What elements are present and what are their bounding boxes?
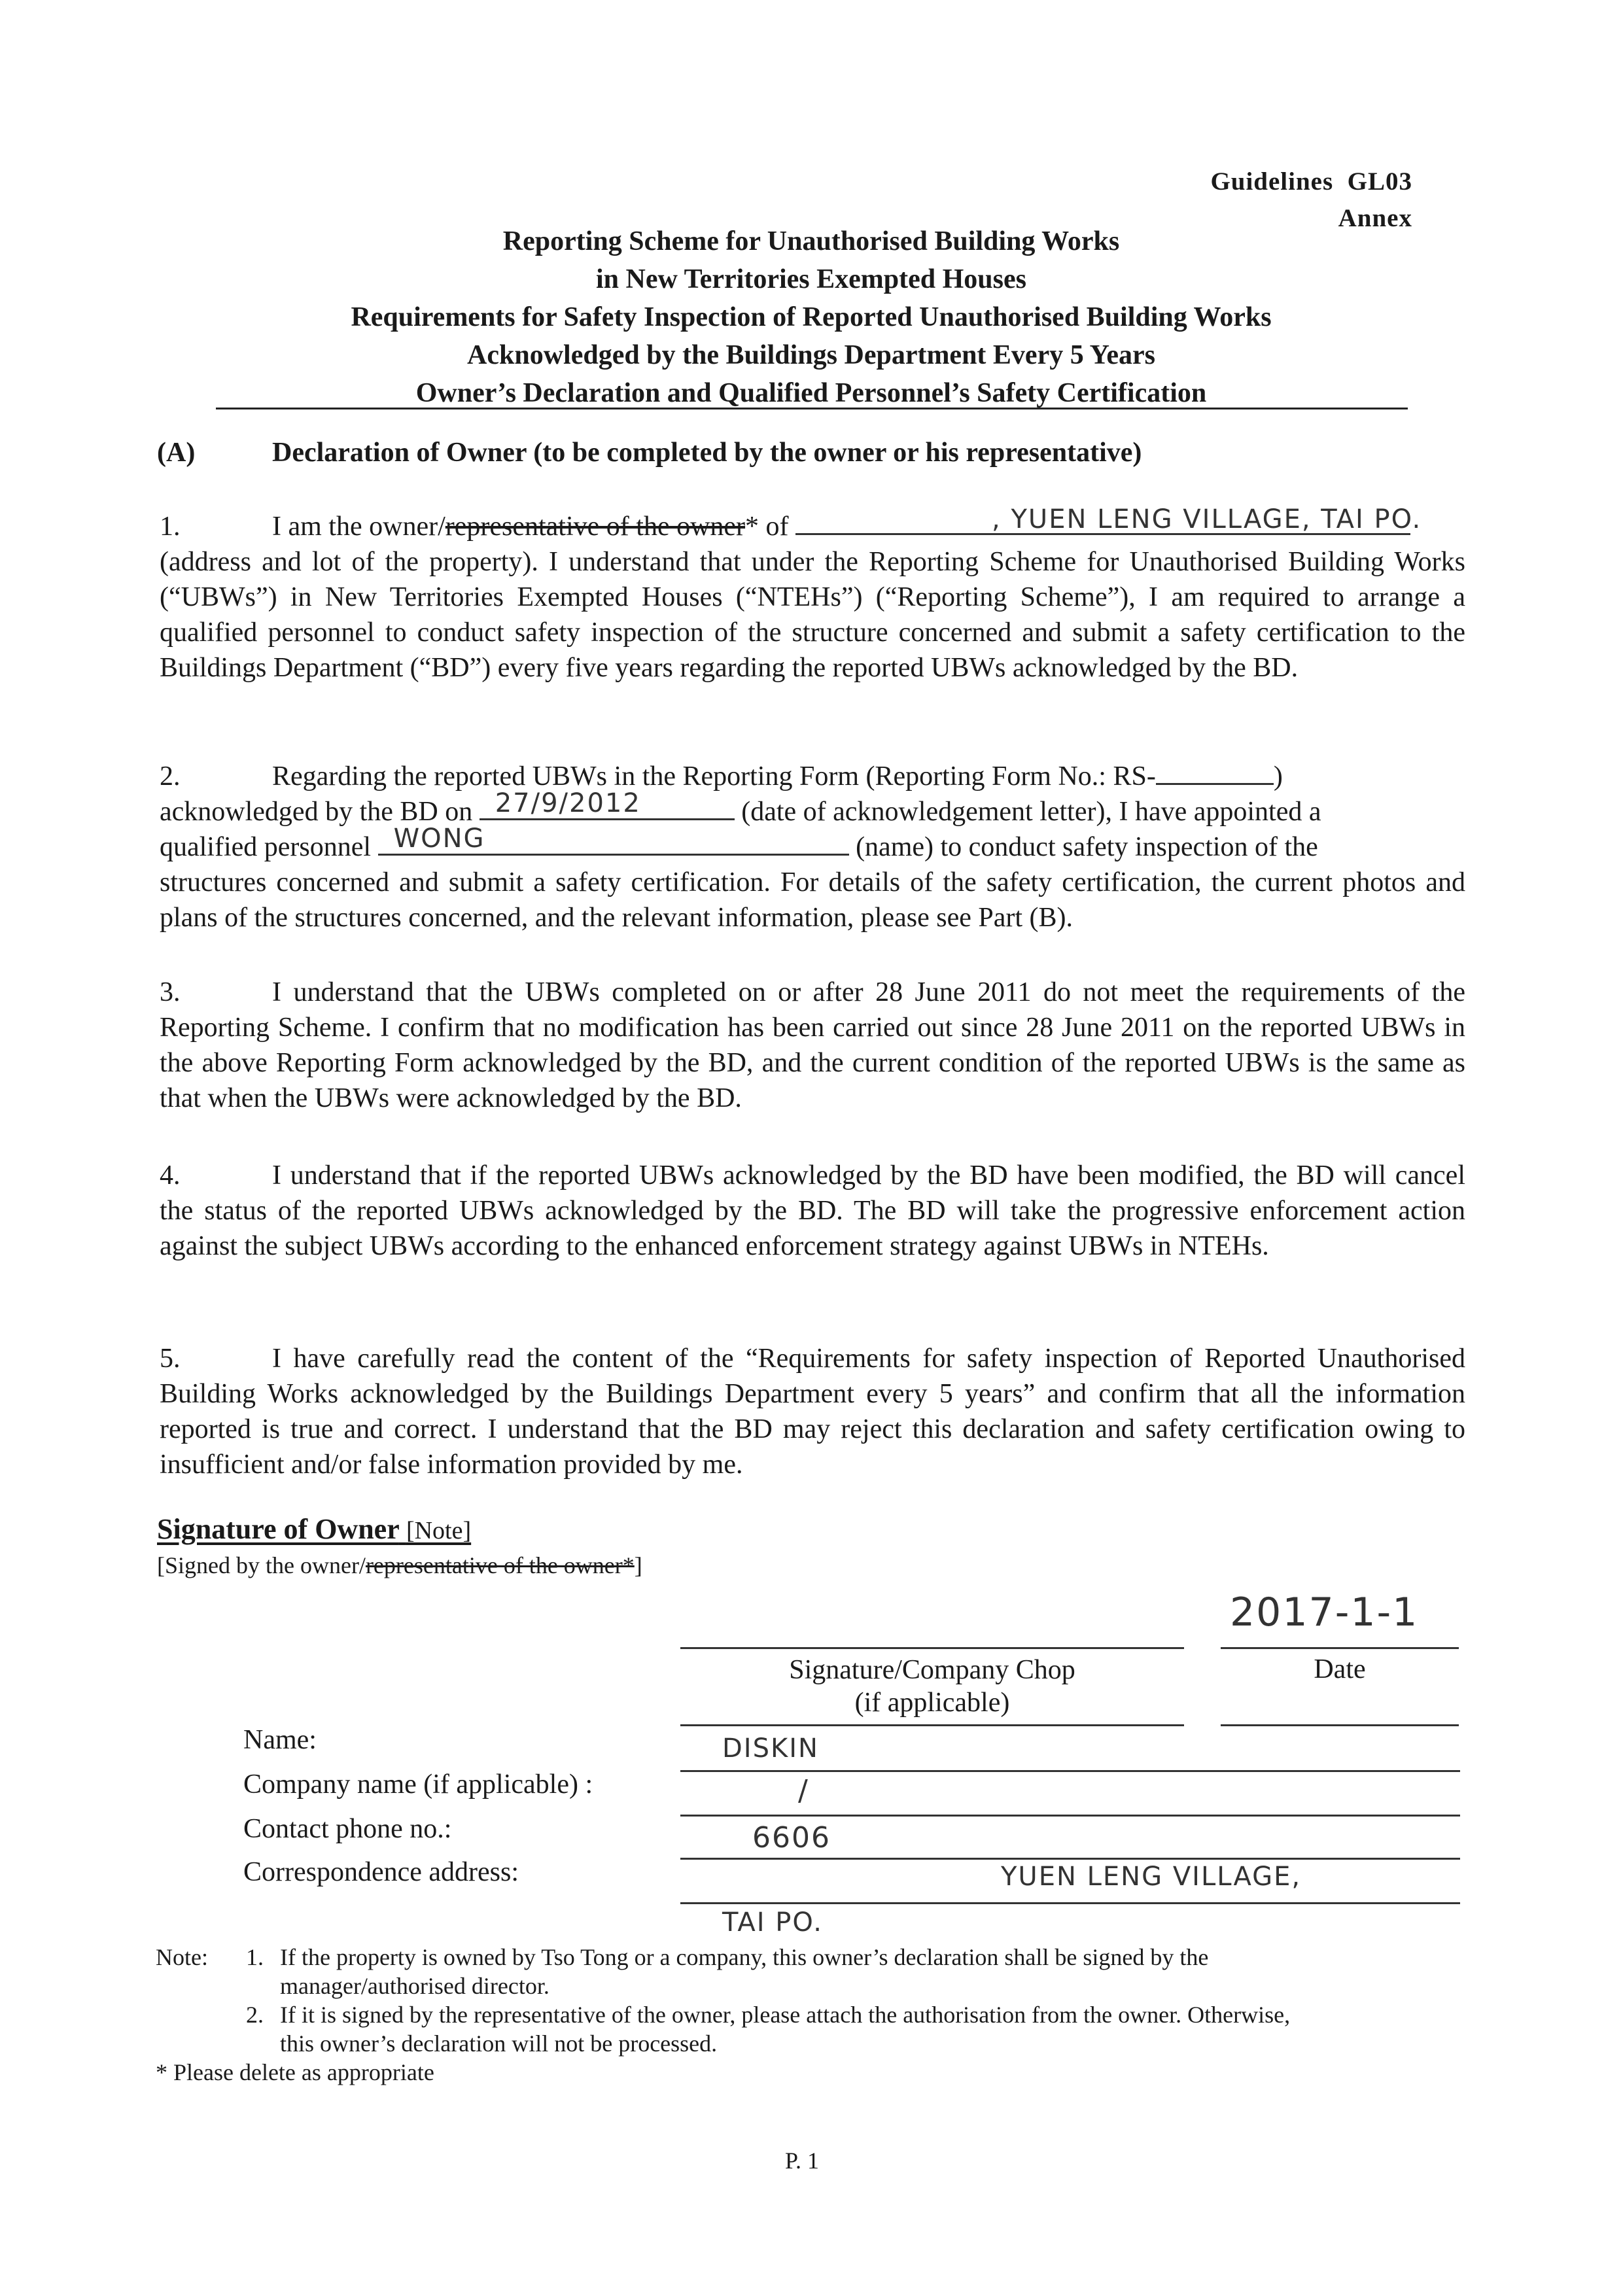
reporting-form-number-field[interactable]	[1156, 783, 1274, 785]
title-line-4: Acknowledged by the Buildings Department Every 5 Years	[467, 340, 1155, 370]
signed-by-struck: representative of the owner*	[365, 1552, 635, 1578]
note-1-line-1: If the property is owned by Tso Tong or a company, this owner’s declaration shall be signed by the	[280, 1944, 1209, 1970]
paragraph-4-text: I understand that if the reported UBWs acknowledged by the BD have been modified, the BD will cancel the status of the reported UBWs acknowledged by the BD. The BD will take the progressive enforcement action against the subject UBWs according to the enhanced enforcement strategy against UBWs in NTEHs.	[160, 1160, 1465, 1261]
handwritten-address-line-1: YUEN LENG VILLAGE,	[1001, 1862, 1302, 1892]
title-line-1: Reporting Scheme for Unauthorised Building Works	[502, 226, 1120, 256]
notes-block	[156, 1943, 1290, 2087]
acknowledgement-date-field[interactable]	[480, 788, 735, 820]
paragraph-2-text-e: qualified personnel	[160, 832, 372, 862]
title-underline	[216, 408, 1408, 409]
paragraph-1-of: * of	[745, 512, 789, 542]
paragraph-2-text-a: Regarding the reported UBWs in the Reporting Form (Reporting Form No.: RS-	[272, 761, 1156, 791]
correspondence-address-label: Correspondence address:	[243, 1857, 519, 1887]
handwritten-personnel-name: WONG	[393, 824, 485, 854]
handwritten-company-name: /	[798, 1774, 809, 1807]
paragraph-5-number: 5.	[160, 1344, 181, 1374]
signature-chop-label-1: Signature/Company Chop	[789, 1655, 1075, 1685]
paragraph-1-number: 1.	[160, 512, 181, 542]
note-2-number: 2.	[246, 2002, 264, 2028]
signature-chop-label	[680, 1654, 1184, 1719]
company-name-label: Company name (if applicable) :	[243, 1769, 593, 1800]
title-line-5: Owner’s Declaration and Qualified Personnel’s Safety Certification	[415, 378, 1207, 408]
paragraph-2-text-g: structures concerned and submit a safety certification. For details of the safety certification, the current photos and plans of the structures concerned, and the relevant information, please see Part (B).	[160, 867, 1465, 933]
handwritten-phone: 6606	[752, 1821, 831, 1854]
paragraph-2-text-b: )	[1273, 761, 1283, 791]
address-field[interactable]	[795, 504, 1422, 535]
paragraph-2-number: 2.	[160, 761, 181, 791]
title-line-3: Requirements for Safety Inspection of Reported Unauthorised Building Works	[351, 302, 1272, 332]
name-label: Name:	[243, 1725, 317, 1755]
section-a-title: Declaration of Owner (to be completed by the owner or his representative)	[272, 438, 1142, 468]
company-name-field[interactable]	[680, 1815, 1460, 1817]
page-number: P. 1	[785, 2148, 820, 2174]
date-underline-2	[1221, 1724, 1459, 1726]
note-2-line-1: If it is signed by the representative of the owner, please attach the authorisation from the owner. Otherwise,	[280, 2002, 1291, 2028]
date-line[interactable]	[1221, 1647, 1459, 1649]
note-1-line-2: manager/authorised director.	[280, 1973, 550, 1999]
paragraph-3-number: 3.	[160, 977, 181, 1007]
signed-by-suffix: ]	[634, 1552, 642, 1578]
contact-phone-label: Contact phone no.:	[243, 1814, 452, 1844]
signed-by-prefix: [Signed by the owner/	[157, 1552, 366, 1578]
name-field[interactable]	[680, 1770, 1460, 1772]
qualified-personnel-field[interactable]	[378, 824, 849, 856]
guidelines-code: Guidelines GL03	[1210, 167, 1412, 196]
paragraph-1-body: (address and lot of the property). I understand that under the Reporting Scheme for Unauthorised Building Works (“UBWs”) in New Territories Exempted Houses (“NTEHs”) (“Reporting Scheme”), I am required to arrange a qualified personnel to conduct safety inspection of the structure concerned and submit a safety certification to the Buildings Department (“BD”) every five years regarding the reported UBWs acknowledged by the BD.	[160, 547, 1465, 683]
paragraph-2	[160, 759, 1465, 935]
note-1-number: 1.	[246, 1944, 264, 1970]
note-2-line-2: this owner’s declaration will not be processed.	[280, 2030, 718, 2057]
note-label: Note:	[156, 1944, 208, 1970]
signature-heading-text: Signature of Owner	[157, 1513, 399, 1545]
signature-heading-note: [Note]	[406, 1517, 472, 1544]
handwritten-owner-name: DISKIN	[722, 1733, 819, 1764]
handwritten-address-line-2: TAI PO.	[722, 1907, 823, 1938]
paragraph-2-text-d: (date of acknowledgement letter), I have appointed a	[741, 797, 1321, 827]
paragraph-1-lead: I am the owner/	[272, 512, 445, 542]
signed-by-line	[157, 1552, 642, 1579]
paragraph-5	[160, 1341, 1465, 1482]
signature-underline-2	[680, 1724, 1184, 1726]
paragraph-2-text-f: (name) to conduct safety inspection of the	[856, 832, 1318, 862]
signature-line[interactable]	[680, 1647, 1184, 1649]
section-a-label: (A)	[157, 438, 196, 468]
paragraph-2-text-c: acknowledged by the BD on	[160, 797, 473, 827]
paragraph-3-text: I understand that the UBWs completed on or after 28 June 2011 do not meet the requirements of the Reporting Scheme. I confirm that no modification has been carried out since 28 June 2011 on the reported UBWs in the above Reporting Form acknowledged by the BD, and the current condition of the reported UBWs is the same as that when the UBWs were acknowledged by the BD.	[160, 977, 1465, 1113]
paragraph-1	[160, 504, 1465, 686]
date-label: Date	[1314, 1654, 1366, 1684]
correspondence-address-field[interactable]	[680, 1902, 1460, 1904]
handwritten-signature-date: 2017-1-1	[1230, 1590, 1419, 1635]
handwritten-address: , YUEN LENG VILLAGE, TAI PO.	[992, 504, 1422, 534]
struck-representative-text: representative of the owner	[445, 512, 746, 542]
paragraph-5-text: I have carefully read the content of the “Requirements for safety inspection of Reported Unauthorised Building Works acknowledged by the Buildings Department every 5 years” and confirm that all the information reported is true and correct. I understand that the BD may reject this declaration and safety certification owing to insufficient and/or false information provided by me.	[160, 1344, 1465, 1480]
paragraph-4-number: 4.	[160, 1160, 181, 1191]
contact-phone-field[interactable]	[680, 1858, 1460, 1860]
annex-label: Annex	[1338, 204, 1412, 232]
title-line-2: in New Territories Exempted Houses	[596, 264, 1026, 294]
paragraph-4	[160, 1158, 1465, 1264]
signature-heading	[157, 1512, 471, 1546]
document-title	[216, 222, 1406, 412]
handwritten-ack-date: 27/9/2012	[495, 788, 641, 818]
asterisk-note: * Please delete as appropriate	[156, 2059, 434, 2085]
signature-chop-label-2: (if applicable)	[854, 1688, 1010, 1718]
paragraph-3	[160, 975, 1465, 1116]
